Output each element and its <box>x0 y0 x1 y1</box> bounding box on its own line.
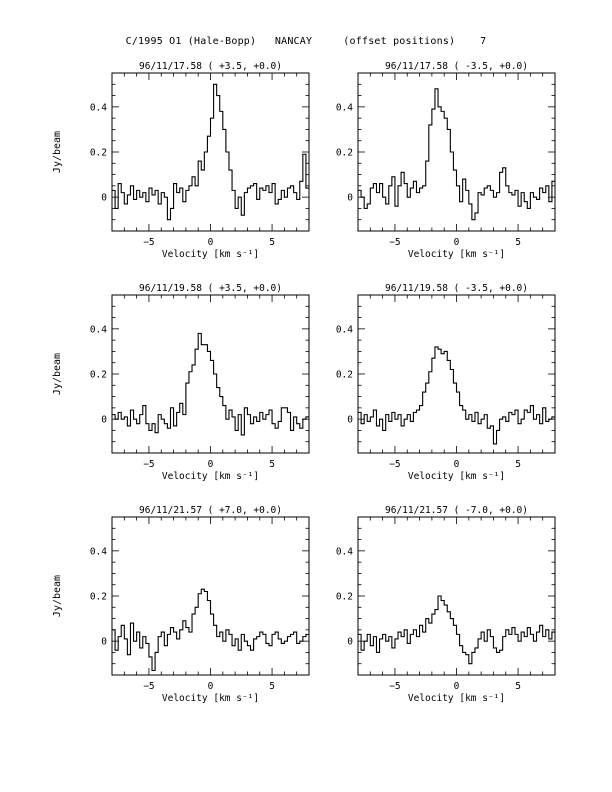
y-tick-label: 0.4 <box>89 546 107 558</box>
spectrum-panel-3 <box>52 283 309 482</box>
spectrum-line <box>112 333 309 435</box>
y-tick-label: 0.4 <box>335 324 353 336</box>
panel-title: 96/11/17.58 ( -3.5, +0.0) <box>385 61 528 72</box>
y-tick-label: 0 <box>347 414 353 426</box>
y-tick-label: 0.2 <box>89 147 107 159</box>
panel-title: 96/11/19.58 ( -3.5, +0.0) <box>385 283 528 294</box>
x-tick-label: 5 <box>269 237 275 248</box>
y-tick-label: 0 <box>101 636 107 648</box>
page-title: C/1995 O1 (Hale-Bopp) NANCAY (offset positions) 7 <box>125 36 487 47</box>
y-tick-label: 0.4 <box>89 102 107 114</box>
y-tick-label: 0.2 <box>89 369 107 381</box>
y-axis-label: Jy/beam <box>52 574 63 618</box>
spectrum-panel-5 <box>52 505 309 704</box>
x-tick-label: 0 <box>453 237 460 248</box>
x-tick-label: 5 <box>269 681 275 692</box>
spectrum-panel-6 <box>336 505 555 704</box>
x-tick-label: 5 <box>515 681 521 692</box>
x-tick-label: −5 <box>143 237 155 248</box>
plot-frame <box>358 295 555 453</box>
y-tick-label: 0.2 <box>89 591 107 603</box>
y-tick-label: 0 <box>347 192 353 204</box>
panel-title: 96/11/19.58 ( +3.5, +0.0) <box>139 283 282 294</box>
y-tick-label: 0.2 <box>335 591 353 603</box>
y-tick-label: 0.4 <box>335 102 353 114</box>
x-tick-label: −5 <box>143 459 155 470</box>
y-tick-label: 0 <box>347 636 353 648</box>
x-tick-label: 0 <box>453 459 460 470</box>
x-tick-label: 0 <box>207 459 214 470</box>
x-tick-label: 5 <box>515 237 521 248</box>
x-axis-label: Velocity [km s⁻¹] <box>161 471 260 482</box>
x-tick-label: 5 <box>269 459 275 470</box>
x-axis-label: Velocity [km s⁻¹] <box>407 471 506 482</box>
y-tick-label: 0.2 <box>335 147 353 159</box>
spectrum-line <box>358 89 555 220</box>
panel-title: 96/11/17.58 ( +3.5, +0.0) <box>139 61 282 72</box>
panel-title: 96/11/21.57 ( -7.0, +0.0) <box>385 505 528 516</box>
spectrum-panel-1 <box>52 61 309 260</box>
x-axis-label: Velocity [km s⁻¹] <box>161 693 260 704</box>
y-tick-label: 0 <box>101 192 107 204</box>
spectrum-panel-4 <box>336 283 555 482</box>
x-tick-label: 5 <box>515 459 521 470</box>
x-tick-label: 0 <box>207 237 214 248</box>
y-axis-label: Jy/beam <box>52 352 63 396</box>
x-tick-label: −5 <box>389 459 401 470</box>
x-axis-label: Velocity [km s⁻¹] <box>407 249 506 260</box>
y-tick-label: 0 <box>101 414 107 426</box>
x-tick-label: −5 <box>389 237 401 248</box>
x-tick-label: −5 <box>143 681 155 692</box>
spectrum-line <box>112 589 309 670</box>
spectrum-line <box>358 347 555 444</box>
y-axis-label: Jy/beam <box>52 130 63 174</box>
plot-frame <box>112 295 309 453</box>
plot-frame <box>358 517 555 675</box>
x-axis-label: Velocity [km s⁻¹] <box>161 249 260 260</box>
spectrum-line <box>112 84 309 219</box>
y-tick-label: 0.2 <box>335 369 353 381</box>
plot-frame <box>112 73 309 231</box>
spectrum-panel-2 <box>336 61 555 260</box>
x-axis-label: Velocity [km s⁻¹] <box>407 693 506 704</box>
y-tick-label: 0.4 <box>335 546 353 558</box>
x-tick-label: −5 <box>389 681 401 692</box>
panel-title: 96/11/21.57 ( +7.0, +0.0) <box>139 505 282 516</box>
x-tick-label: 0 <box>453 681 460 692</box>
plot-frame <box>112 517 309 675</box>
plot-frame <box>358 73 555 231</box>
y-tick-label: 0.4 <box>89 324 107 336</box>
spectrum-line <box>358 596 555 664</box>
x-tick-label: 0 <box>207 681 214 692</box>
